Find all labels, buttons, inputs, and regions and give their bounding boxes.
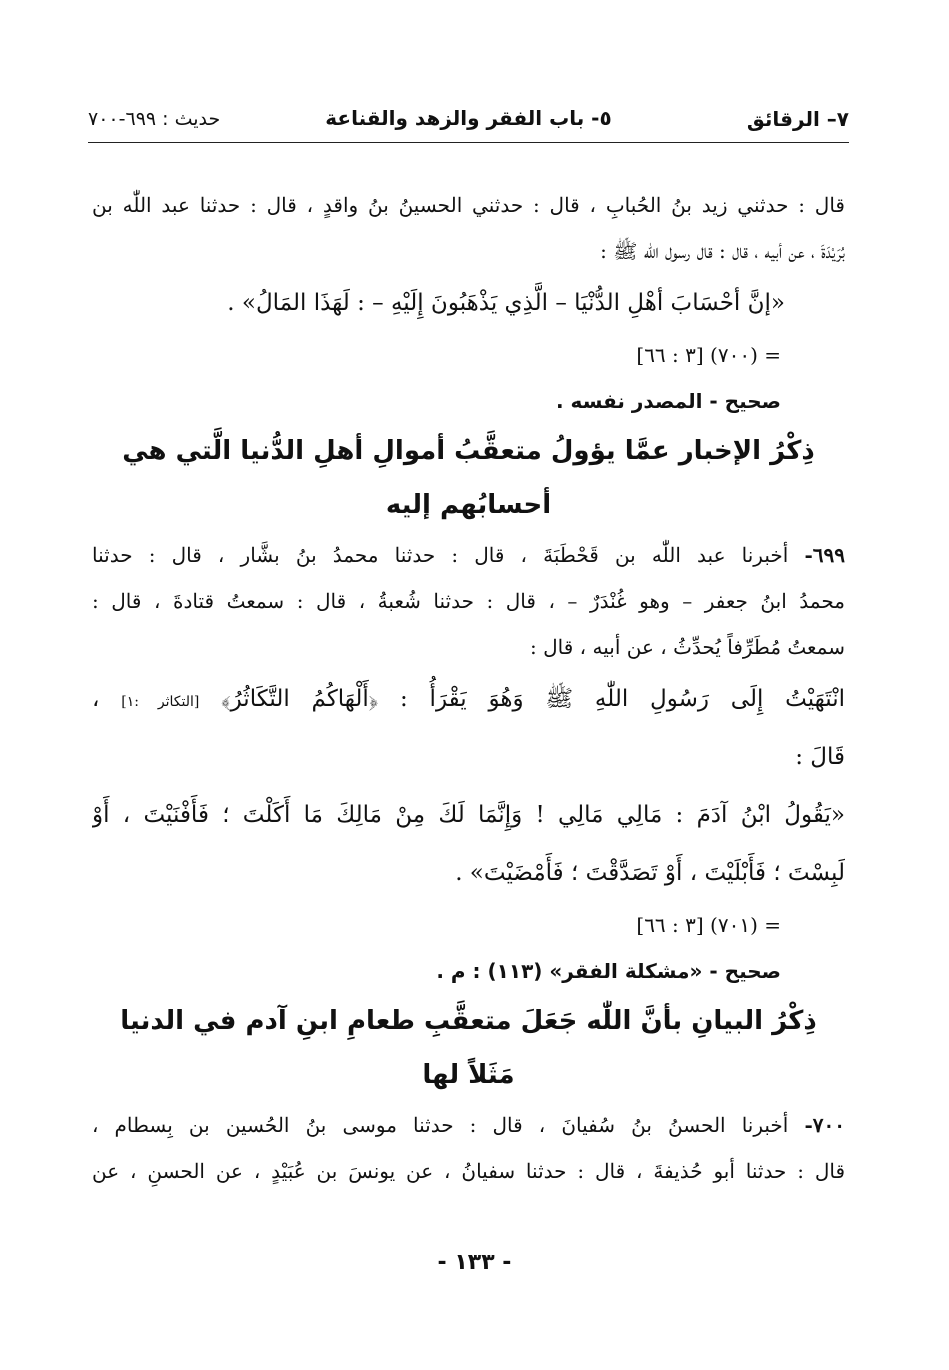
text-line: بُرَيْدَةَ ، عن أبيه ، قال : قال رسول اللّٰه ﷺ : (600, 239, 845, 263)
section-heading: ذِكْرُ البيانِ بأنَّ اللّٰه جَعَلَ متعقَّبِ طعامِ ابنِ آدم في الدنيا (120, 1006, 817, 1036)
hadith-text: لَبِسْتَ ؛ فَأَبْلَيْتَ ، أَوْ تَصَدَّقْتَ ؛ فَأَمْضَيْتَ» . (455, 860, 845, 886)
grading: صحيح - «مشكلة الفقر» (١١٣) : م . (436, 959, 781, 983)
hadith-line-text: أخبرنا عبد اللّٰه بن قَحْطَبَةَ ، قال : حدثنا محمدُ بنُ بشَّار ، قال : حدثنا (92, 543, 789, 567)
page-body (92, 182, 845, 1194)
grading: صحيح - المصدر نفسه . (556, 389, 781, 413)
quote-punct: ، (92, 686, 100, 712)
hadith-text: «يَقُولُ ابْنُ آدَمَ : مَالِي مَالِي ! وَإِنَّمَا لَكَ مِنْ مَالِكَ مَا أَكَلْتَ ؛ فَأَفْنَيْتَ ، أَوْ (92, 802, 845, 828)
hadith-line: محمدُ ابنُ جعفر – وهو غُنْدَرٌ – ، قال : حدثنا شُعبةُ ، قال : سمعتُ قتادةَ ، قال : (92, 589, 845, 613)
header-rule (88, 142, 849, 143)
running-header (88, 100, 849, 138)
hadith-line (92, 532, 845, 578)
hadith-range: حديث : ٦٩٩-٧٠٠ (88, 108, 221, 130)
reference: = (٧٠٠) [٣ : ٦٦] (636, 343, 781, 367)
hadith-line-text: أخبرنا الحسنُ بنُ سُفيانَ ، قال : حدثنا موسى بنُ الحُسين بن بِسطام ، (92, 1113, 789, 1137)
section-heading: ذِكْرُ الإخبار عمَّا يؤولُ متعقَّبُ أموالِ أهلِ الدُّنيا الَّتي هي (122, 436, 815, 466)
section-title: ٥- باب الفقر والزهد والقناعة (325, 106, 612, 130)
section-heading-cont: أحسابُهم إليه (385, 490, 552, 520)
hadith-line (92, 1102, 845, 1148)
hadith-number: ٧٠٠- (804, 1113, 845, 1137)
hadith-line: قال : حدثنا أبو حُذيفةَ ، قال : حدثنا سفيانُ ، عن يونسَ بن عُبَيْدٍ ، عن الحسنِ ، عن (92, 1159, 845, 1183)
page-number: - ١٣٣ - (437, 1250, 512, 1275)
quote-line (92, 670, 845, 728)
hadith-line: سمعتُ مُطَرِّفاً يُحدِّثُ ، عن أبيه ، قال : (530, 635, 845, 659)
reference: = (٧٠١) [٣ : ٦٦] (636, 913, 781, 937)
hadith-number: ٦٩٩- (804, 543, 845, 567)
hadith-text: «إنَّ أحْسَابَ أهْلِ الدُّنْيَا – الَّذِي يَذْهَبُونَ إِلَيْهِ – : لَهَذَا المَالُ» . (227, 290, 785, 316)
chapter-title: ٧– الرقائق (746, 107, 849, 131)
quote-line: قَالَ : (795, 744, 845, 770)
quran-reference: [التكاثر :١] (121, 694, 200, 710)
text-line: قال : حدثني زيد بنُ الحُبابِ ، قال : حدثني الحسينُ بنُ واقدٍ ، قال : حدثنا عبد اللّٰه بن (92, 193, 845, 217)
section-heading-cont: مَثَلاً لها (422, 1060, 515, 1090)
quote-text: انْتَهَيْتُ إِلَى رَسُولِ اللّٰهِ ﷺ وَهُوَ يَقْرَأُ : ﴿أَلْهَاكُمُ التَّكَاثُرُ﴾ (221, 686, 845, 712)
